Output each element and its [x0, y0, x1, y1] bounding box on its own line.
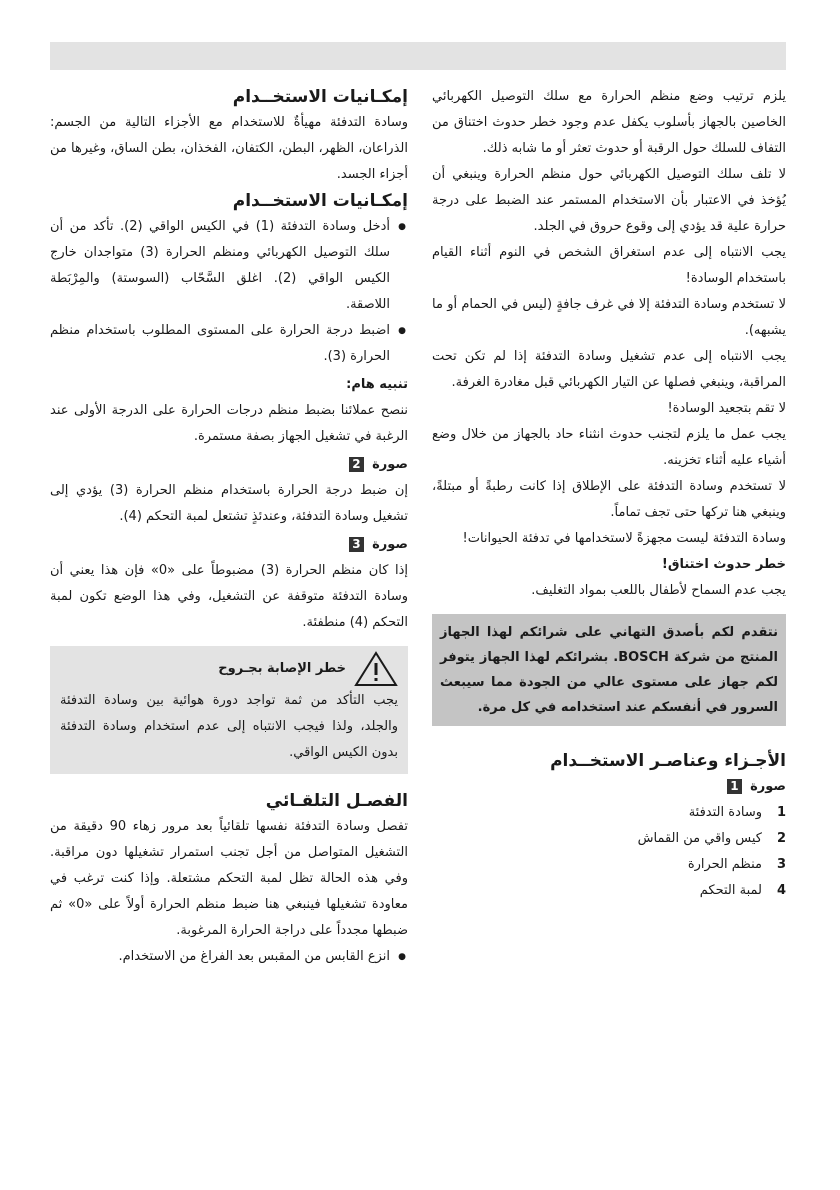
suffocation-text: يجب عدم السماح لأطفال باللعب بمواد التغليف.: [531, 583, 786, 598]
figure-3-label: [50, 532, 408, 558]
figure-2-text: إن ضبط درجة الحرارة باستخدام منظم الحرارة (3) يؤدي إلى تشغيل وسادة التدفئة، وعندئذٍ تشتعل لمبة التحكم (4).: [50, 483, 408, 524]
figure-3-badge: 3: [349, 537, 363, 552]
injury-warning-box: [50, 646, 408, 774]
suffocation-heading: خطر حدوث اختناق!: [661, 557, 786, 572]
section-heading-usage-2: إمكـانيات الاستخــدام: [232, 191, 408, 211]
usage-step-insert: ● أدخل وسادة التدفئة (1) في الكيس الواقي (2). تأكد من أن سلك التوصيل الكهربائي ومنظم الحرارة (3) متواجدان خارج الكيس الواقي (2). اغلق السَّحّاب (السوستة) والمِرْبَطة اللاصقة.: [50, 214, 408, 318]
header-bar: [50, 42, 786, 70]
unplug-step: ● انزع القابس من المقبس بعد الفراغ من الاستخدام.: [50, 944, 408, 970]
important-note-heading: تنبيه هام:: [346, 377, 408, 392]
auto-shutoff-text: تفصل وسادة التدفئة نفسها تلقائياً بعد مرور زهاء 90 دقيقة من التشغيل المتواصل من أجل تجنب استمرار تشغيلها دون مراقبة. وفي هذه الحالة تظل لمبة التحكم مشتعلة. وإذا كنت ترغب في معاودة تشغيلها فينبغي هنا ضبط منظم الحرارة أولاً على «0» ثم ضبطها مجدداً على دراجة الحرارة المرغوبة.: [50, 819, 408, 938]
parts-list: [432, 800, 786, 904]
part-number: 3: [776, 857, 786, 872]
parts-list-item: [432, 878, 786, 904]
column-right-side: [50, 84, 408, 970]
figure-1-badge: 1: [727, 779, 741, 794]
parts-list-item: [432, 826, 786, 852]
injury-warning-text: يجب التأكد من ثمة تواجد دورة هوائية بين وسادة التدفئة والجلد، ولذا فيجب الانتباه إلى عدم استخدام وسادة التدفئة بدون الكيس الواقي.: [60, 693, 398, 760]
safety-storage-text: يجب عمل ما يلزم لتجنب حدوث انثناء حاد بالجهاز من خلال وضع أشياء عليه أثناء تخزينه.: [432, 427, 786, 468]
part-label: كيس واقي من القماش: [637, 831, 762, 846]
figure-1-label: [432, 774, 786, 800]
safety-dry-rooms-text: لا تستخدم وسادة التدفئة إلا في غرف جافةٍ (ليس في الحمام أو ما يشبهه).: [432, 297, 786, 338]
usage-step-adjust: ● اضبط درجة الحرارة على المستوى المطلوب باستخدام منظم الحرارة (3).: [50, 318, 408, 370]
usage-steps-list: [50, 214, 408, 370]
figure-1-word: صورة: [750, 779, 786, 794]
parts-list-item: [432, 852, 786, 878]
safety-wet-text: لا تستخدم وسادة التدفئة على الإطلاق إذا كانت رطبةً أو مبتلةً، وينبغي هنا تركها حتى تجف تماماً.: [432, 479, 786, 520]
section-heading-usage-1: إمكـانيات الاستخــدام: [232, 87, 408, 107]
figure-3-text: إذا كان منظم الحرارة (3) مضبوطاً على «0» فإن هذا يعني أن وسادة التدفئة متوقفة عن التشغيل، وفي هذا الوضع تكون لمبة التحكم (4) منطفئة.: [50, 563, 408, 630]
safety-sleep-text: يجب الانتباه إلى عدم استغراق الشخص في النوم أثناء القيام باستخدام الوسادة!: [432, 245, 786, 286]
warning-triangle-icon: [354, 651, 398, 687]
figure-2-label: [50, 452, 408, 478]
auto-shutoff-heading: الفصـل التلقـائي: [265, 791, 408, 811]
part-number: 1: [776, 805, 786, 820]
congratulations-box: نتقدم لكم بأصدق التهاني على شرائكم لهذا الجهاز المنتج من شركة BOSCH. بشرائكم لهذا الجهاز يتوفر لكم جهاز على مستوى عالي من الجودة مما سيبعث السرور في أنفسكم عند استخدامه في كل مرة.: [432, 614, 786, 726]
part-label: منظم الحرارة: [687, 857, 762, 872]
part-label: لمبة التحكم: [699, 883, 762, 898]
parts-heading: الأجـزاء وعناصـر الاستخــدام: [550, 751, 786, 771]
paragraph-usage-body-parts: وسادة التدفئة مهيأةٌ للاستخدام مع الأجزاء التالية من الجسم: الذراعان، الظهر، البطن، الكتفان، الفخذان، بطن الساق، وغيرها من أجزاء الجسد.: [50, 115, 408, 182]
important-note-text: ننصح عملائنا بضبط منظم درجات الحرارة على الدرجة الأولى عند الرغبة في تشغيل الجهاز بصفة مستمرة.: [50, 403, 408, 444]
part-number: 4: [776, 883, 786, 898]
parts-list-item: [432, 800, 786, 826]
safety-wrap-text: لا تلف سلك التوصيل الكهربائي حول منظم الحرارة وينبغي أن يُؤخذ في الاعتبار بأن الاستخدام المستمر عند الضبط على درجة حرارة علية قد يؤدي إلى وقوع حروق في الجلد.: [432, 167, 786, 234]
safety-supervision-text: يجب الانتباه إلى عدم تشغيل وسادة التدفئة إذا لم تكن تحت المراقبة، وينبغي فصلها عن التيار الكهربائي قبل مغادرة الغرفة.: [432, 349, 786, 390]
safety-no-crease-text: لا تقم بتجعيد الوسادة!: [667, 401, 786, 416]
safety-cord-text: يلزم ترتيب وضع منظم الحرارة مع سلك التوصيل الكهربائي الخاصين بالجهاز بأسلوب يكفل عدم وجود خطر حدوث اختناق من التفاف للسلك حول الرقبة أو حدوث تعثر أو ما شابه ذلك.: [432, 89, 786, 156]
safety-animals-text: وسادة التدفئة ليست مجهزةً لاستخدامها في تدفئة الحيوانات!: [462, 531, 786, 546]
part-number: 2: [776, 831, 786, 846]
injury-warning-title: خطر الإصابة بجـروح: [218, 661, 346, 676]
unplug-list: [50, 944, 408, 970]
figure-2-badge: 2: [349, 457, 363, 472]
injury-warning-title-row: [60, 650, 398, 688]
figure-3-word: صورة: [372, 537, 408, 552]
column-left-side: [432, 84, 786, 904]
figure-2-word: صورة: [372, 457, 408, 472]
part-label: وسادة التدفئة: [688, 805, 762, 820]
